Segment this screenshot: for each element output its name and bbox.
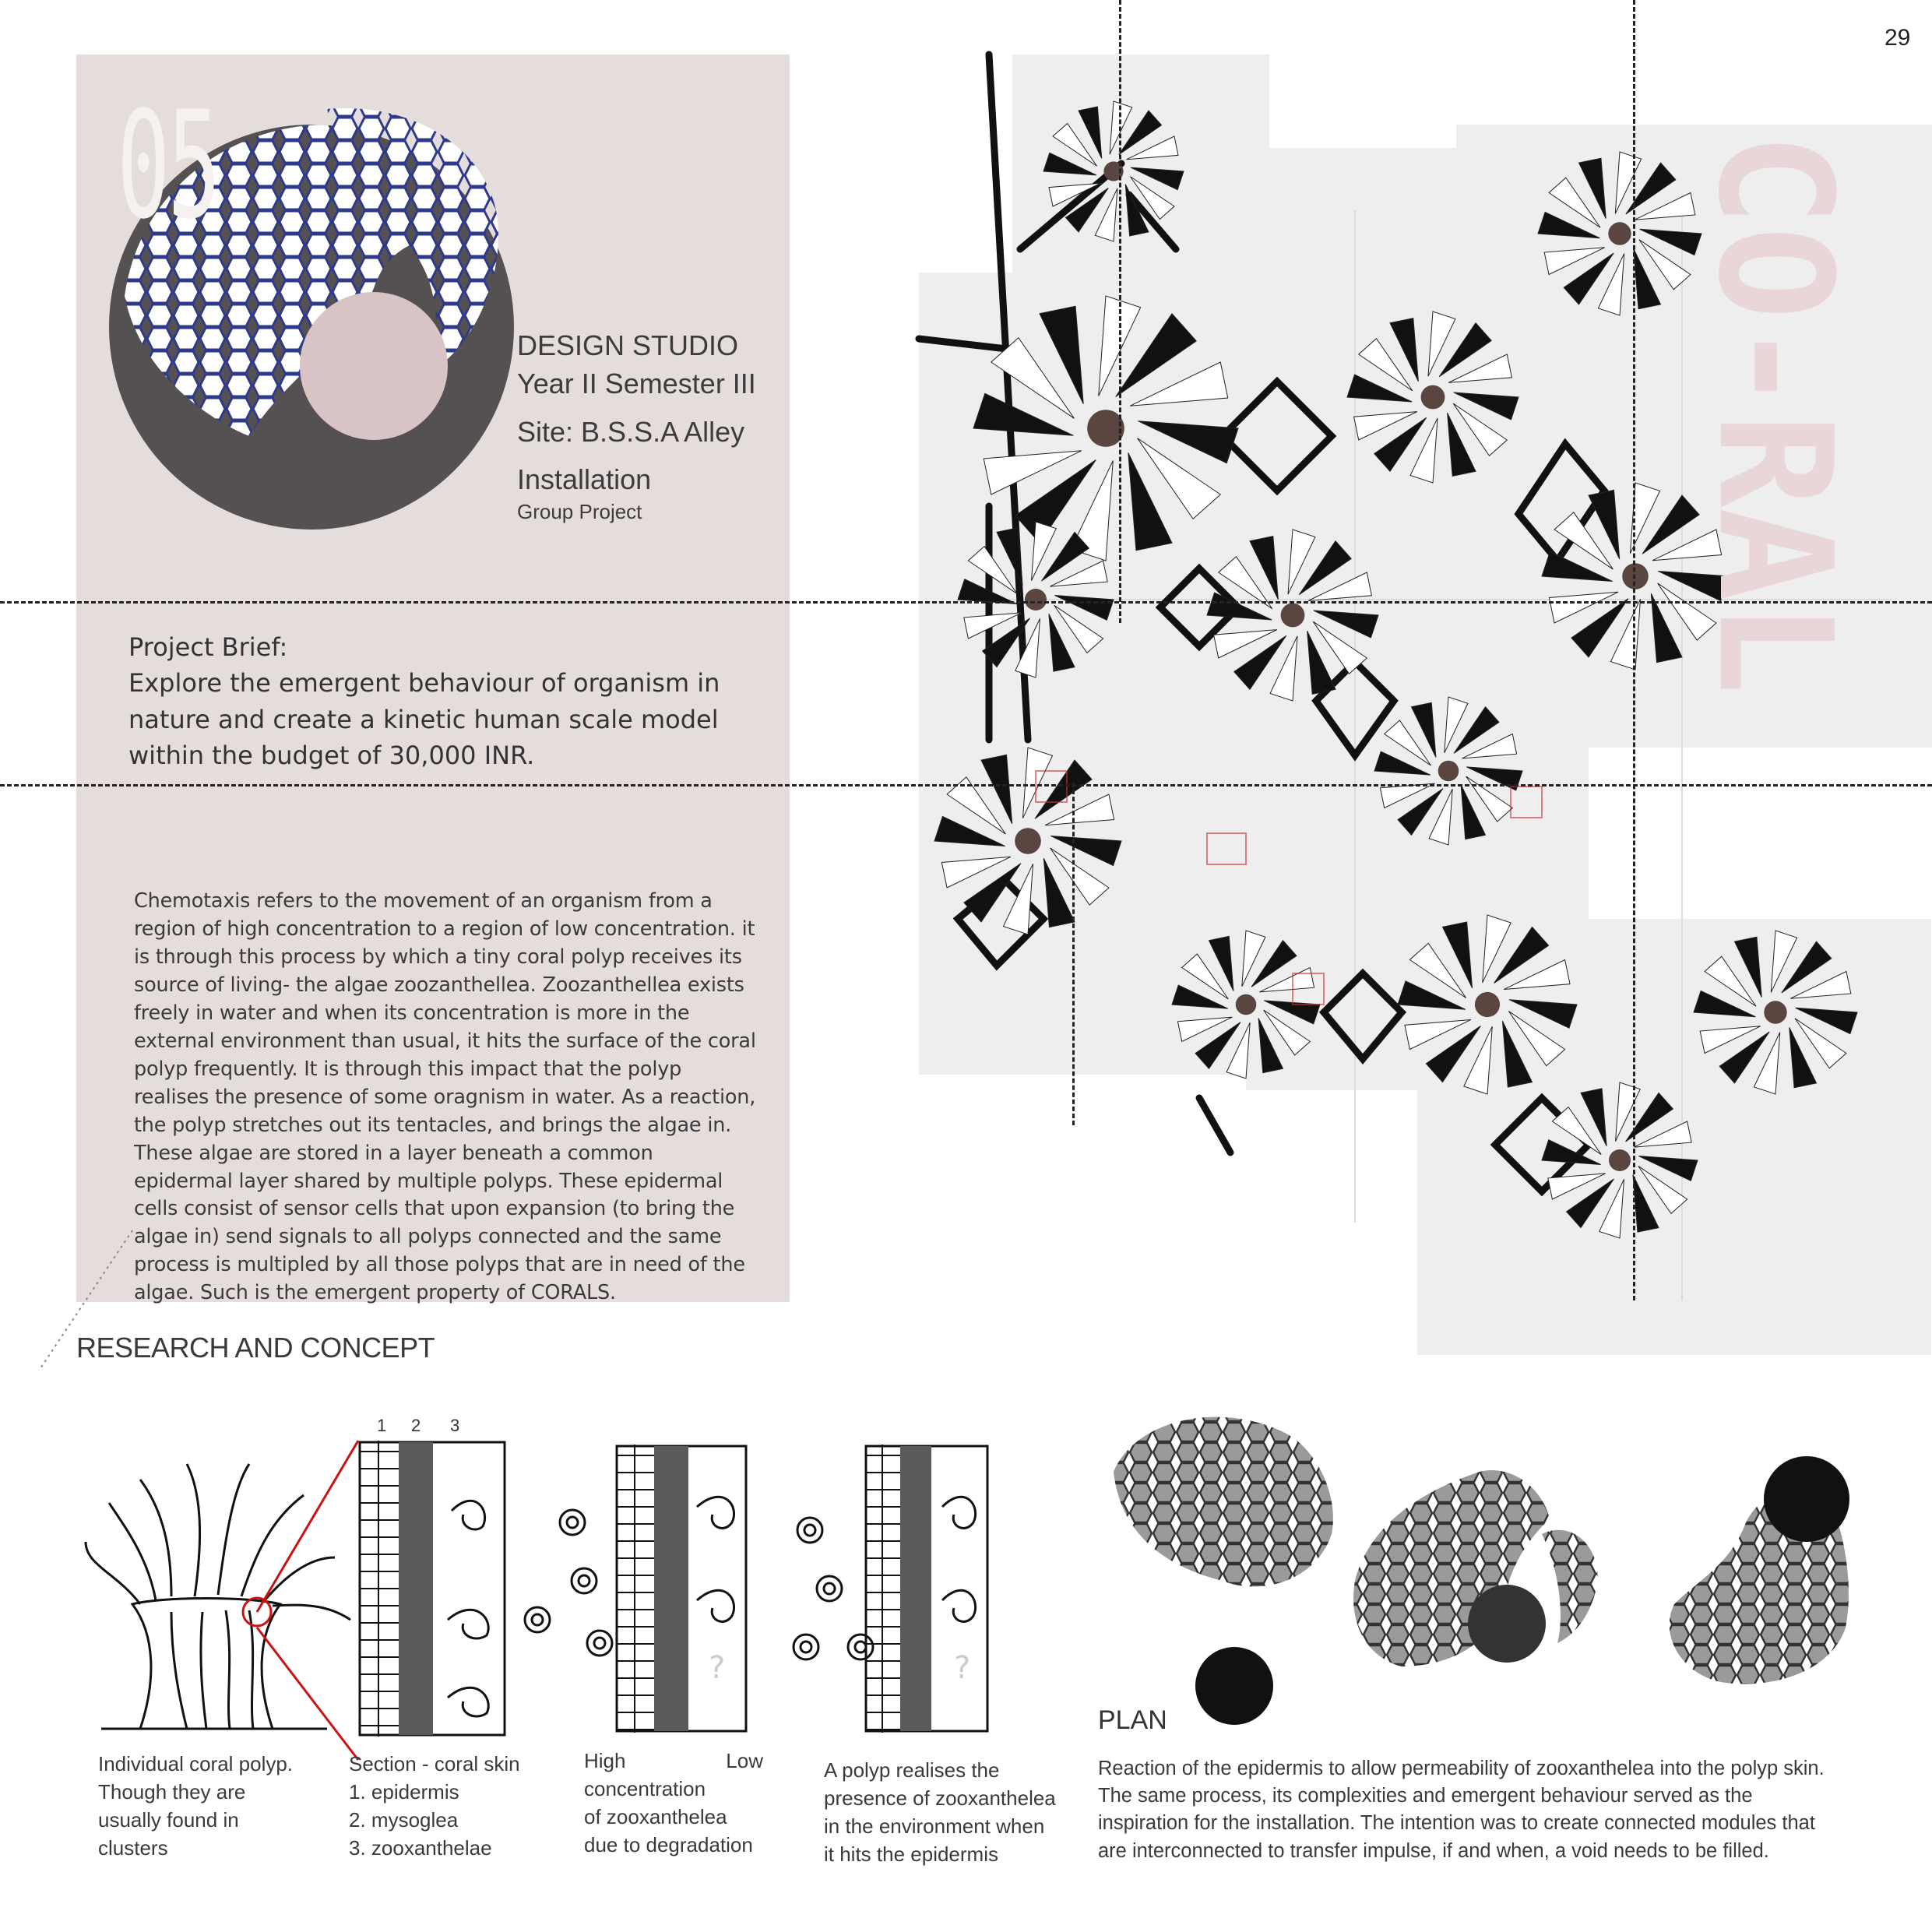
vertical-title-graphic <box>1684 101 1869 695</box>
caption-section-line: 1. epidermis <box>349 1779 459 1804</box>
caption-reaction-line: are interconnected to transfer impulse, if and when, a void needs to be filled. <box>1098 1839 1769 1862</box>
project-number: 05 <box>117 79 219 252</box>
studio-title: DESIGN STUDIO <box>517 329 739 361</box>
caption-polyp-line: clusters <box>98 1835 168 1860</box>
caption-polyp-line: usually found in <box>98 1807 239 1832</box>
svg-text:?: ? <box>709 1650 726 1686</box>
page-number: 29 <box>1884 25 1911 51</box>
caption-high: High <box>584 1749 626 1772</box>
project-brief <box>128 629 767 774</box>
caption-section-line: Section - coral skin <box>349 1752 520 1775</box>
coral-skin-section-3 <box>864 1445 989 1733</box>
section-number-3: 3 <box>450 1416 460 1435</box>
studio-site: Site: B.S.S.A Alley <box>517 416 745 449</box>
vertical-title: CO-RAL <box>1684 132 1865 695</box>
epidermis-study-sketches <box>1106 1402 1884 1729</box>
caption-reaction-line: inspiration for the installation. The intention was to create connected modules that <box>1098 1812 1815 1835</box>
studio-group: Group Project <box>517 500 642 524</box>
studio-info <box>517 327 756 526</box>
caption-reaction-line: The same process, its complexities and emergent behaviour served as the <box>1098 1785 1753 1807</box>
studio-year: Year II Semester III <box>517 367 756 399</box>
caption-reaction <box>1098 1755 1900 1865</box>
section-number-1: 1 <box>377 1416 387 1435</box>
guide-line-v3 <box>1633 0 1635 1300</box>
caption-polyp <box>98 1751 332 1863</box>
studio-type: Installation <box>517 463 652 495</box>
research-heading: RESEARCH AND CONCEPT <box>76 1332 435 1364</box>
caption-realise <box>824 1757 1073 1869</box>
guide-line-v1 <box>1119 0 1121 623</box>
caption-realise-line: presence of zooxanthelea <box>824 1786 1056 1810</box>
coral-skin-section-1 <box>358 1441 506 1737</box>
caption-realise-line: in the environment when <box>824 1814 1045 1838</box>
caption-section-line: 2. mysoglea <box>349 1807 459 1832</box>
guide-line-v2 <box>1072 783 1075 1125</box>
brief-label: Project Brief: <box>128 632 288 662</box>
plan-label: PLAN <box>1098 1705 1167 1735</box>
coral-skin-section-2 <box>615 1445 748 1733</box>
caption-section-line: 3. zooxanthelae <box>349 1835 492 1860</box>
caption-realise-line: A polyp realises the <box>824 1758 1000 1782</box>
caption-concentration-line: due to degradation <box>584 1832 753 1856</box>
caption-concentration-line: of zooxanthelea <box>584 1804 727 1828</box>
algae-cluster-2 <box>783 1511 876 1674</box>
algae-cluster-1 <box>518 1503 619 1666</box>
guide-line-h2 <box>0 784 1932 787</box>
zoom-callout-lines <box>249 1441 366 1768</box>
caption-section <box>349 1751 567 1863</box>
brief-text: Explore the emergent behaviour of organism in nature and create a kinetic human scale model within the budget of 30,000 INR. <box>128 668 720 771</box>
caption-realise-line: it hits the epidermis <box>824 1842 998 1866</box>
section-number-2: 2 <box>411 1416 421 1435</box>
guide-line-h1 <box>0 601 1932 604</box>
caption-polyp-line: Though they are <box>98 1779 246 1804</box>
caption-polyp-line: Individual coral polyp. <box>98 1752 294 1775</box>
svg-text:?: ? <box>954 1650 971 1686</box>
caption-reaction-line: Reaction of the epidermis to allow permeability of zooxanthelea into the polyp skin. <box>1098 1758 1825 1779</box>
caption-concentration-line: concentration <box>584 1777 706 1800</box>
chemotaxis-text: Chemotaxis refers to the movement of an organism from a region of high concentration to a region of low concentration. it is through this process by which a tiny coral polyp receives its source of living- the algae zoozanthellea. Zoozanthellea exists freely in water and when its concentration is more in the external environment than usual, it hits the surface of the coral polyp frequently. It is through this impact that the polyp realises the presence of some oragnism in water. As a reaction, the polyp stretches out its tentacles, and brings the algae in. These algae are stored in a layer beneath a common epidermal layer shared by multiple polyps. These epidermal cells consist of sensor cells that upon expansion (to bring the algae in) send signals to all polyps connected and the same process is multipled by all those polyps that are in need of the algae. Such is the emergent property of CORALS. <box>134 889 756 1305</box>
caption-concentration <box>584 1747 763 1860</box>
caption-low: Low <box>726 1749 763 1772</box>
